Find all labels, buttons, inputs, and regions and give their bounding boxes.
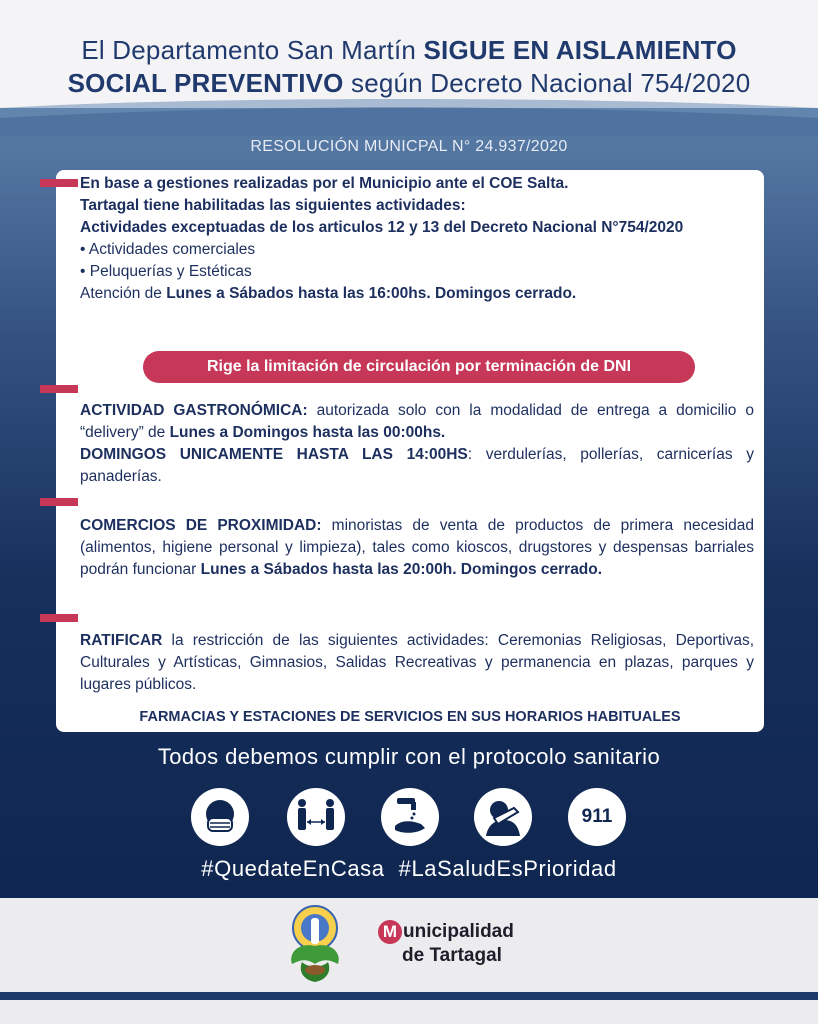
municipality-name xyxy=(378,920,514,968)
domingos-text: : verdulerías, pollerías, carnicerías y panaderías. xyxy=(80,446,754,485)
section-marker xyxy=(40,179,78,187)
gastronomia-label: ACTIVIDAD GASTRONÓMICA: xyxy=(80,402,308,419)
section-coe xyxy=(80,173,754,305)
hours-normal: Atención de xyxy=(80,285,167,302)
social-distance-icon xyxy=(287,788,345,846)
hashtag-salud: #LaSaludEsPrioridad xyxy=(398,856,617,881)
dni-restriction-banner: Rige la limitación de circulación por terminación de DNI xyxy=(143,351,695,383)
municipality-initial: M xyxy=(378,920,402,944)
proximidad-hours: Lunes a Sábados hasta las 20:00h. Domingos cerrado. xyxy=(200,561,603,578)
emergency-number: 911 xyxy=(581,806,613,827)
page-title xyxy=(0,34,818,100)
section-gastronomia xyxy=(80,400,754,488)
coe-line3: Actividades exceptuadas de los articulos 12 y 13 del Decreto Nacional N°754/2020 xyxy=(80,219,684,236)
gastronomia-hours: Lunes a Domingos hasta las 00:00hs. xyxy=(169,424,446,441)
gastronomia-text: autorizada solo con la modalidad de entrega a domicilio o “delivery” de xyxy=(80,402,754,441)
section-marker xyxy=(40,498,78,506)
bullet-peluquerias: • Peluquerías y Estéticas xyxy=(80,263,252,280)
resolution-number: RESOLUCIÓN MUNICPAL N° 24.937/2020 xyxy=(250,138,568,155)
title-line2-normal: según Decreto Nacional 754/2020 xyxy=(343,68,751,98)
handwash-icon xyxy=(381,788,439,846)
title-line1-normal: El Departamento San Martín xyxy=(81,35,424,65)
protocol-heading: Todos debemos cumplir con el protocolo sanitario xyxy=(157,744,661,769)
wave-divider xyxy=(0,96,818,136)
title-line1-bold: SIGUE EN AISLAMIENTO xyxy=(423,35,737,65)
hashtag-quedate: #QuedateEnCasa xyxy=(201,856,385,881)
bottom-bar xyxy=(0,992,818,1000)
ratificar-text: la restricción de las siguientes actividades: Ceremonias Religiosas, Deportivas, Culturales y Artísticas, Gimnasios, Salidas Recreativas y permanencia en plazas, parques y lugares públicos. xyxy=(80,632,754,693)
hours-bold: Lunes a Sábados hasta las 16:00hs. Domingos cerrado. xyxy=(166,285,577,302)
pharmacies-note: FARMACIAS Y ESTACIONES DE SERVICIOS EN SUS HORARIOS HABITUALES xyxy=(139,709,681,725)
emergency-911-icon xyxy=(568,788,626,846)
coe-line1: En base a gestiones realizadas por el Municipio ante el COE Salta. xyxy=(80,175,569,192)
section-ratificar xyxy=(80,630,754,696)
section-marker xyxy=(40,385,78,393)
cough-elbow-icon xyxy=(474,788,532,846)
bullet-comercial: • Actividades comerciales xyxy=(80,241,256,258)
proximidad-label: COMERCIOS DE PROXIMIDAD: xyxy=(80,517,322,534)
hours-line xyxy=(80,283,754,305)
coe-line2: Tartagal tiene habilitadas las siguientes actividades: xyxy=(80,197,466,214)
ratificar-label: RATIFICAR xyxy=(80,632,163,649)
municipality-line1 xyxy=(378,920,514,944)
domingos-label: DOMINGOS UNICAMENTE HASTA LAS 14:00HS xyxy=(80,446,468,463)
municipality-line1-rest: unicipalidad xyxy=(403,921,514,942)
mask-icon xyxy=(191,788,249,846)
proximidad-text: minoristas de venta de productos de primera necesidad (alimentos, higiene personal y limpieza), tales como kioscos, drugstores y despensas barriales podrán funcionar xyxy=(80,517,754,578)
section-proximidad xyxy=(80,515,754,581)
section-marker xyxy=(40,614,78,622)
title-line2-bold: SOCIAL PREVENTIVO xyxy=(67,68,344,98)
municipal-seal-logo xyxy=(282,902,348,986)
hashtags xyxy=(0,856,818,882)
municipality-line2: de Tartagal xyxy=(402,945,502,966)
